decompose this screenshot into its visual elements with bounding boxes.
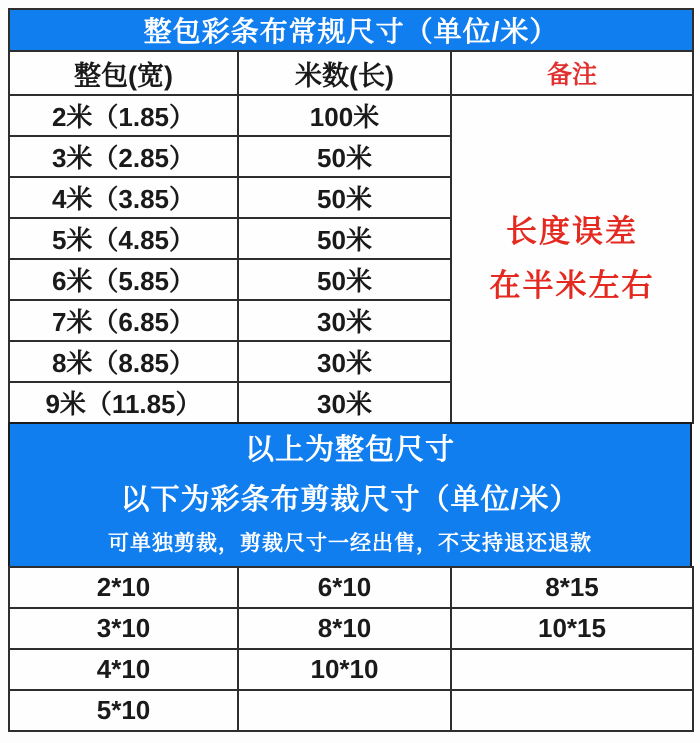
cut-size-cell-empty (451, 649, 693, 690)
length-cell: 30米 (238, 382, 451, 423)
length-cell: 100米 (238, 95, 451, 136)
banner-line-2: 以下为彩条布剪裁尺寸（单位/米） (120, 484, 580, 516)
table-row (9, 690, 693, 731)
remark-note-line-2: 在半米左右 (489, 268, 655, 303)
cut-size-cell-empty (451, 690, 693, 731)
table-row (9, 95, 693, 136)
length-cell: 50米 (238, 259, 451, 300)
banner-line-1: 以上为整包尺寸 (244, 434, 455, 466)
cut-size-cell: 6*10 (238, 567, 451, 608)
cut-size-cell: 2*10 (9, 567, 238, 608)
pack-width-cell: 7米（6.85） (9, 300, 238, 341)
cut-size-cell-empty (238, 690, 451, 731)
cut-size-cell: 8*10 (238, 608, 451, 649)
banner-line-3: 可单独剪裁，剪裁尺寸一经出售，不支持退还退款 (108, 532, 592, 555)
cut-size-table (8, 566, 694, 732)
pack-width-cell: 2米（1.85） (9, 95, 238, 136)
cut-size-banner (8, 422, 692, 568)
length-cell: 30米 (238, 341, 451, 382)
remark-note-cell (451, 95, 693, 423)
length-cell: 30米 (238, 300, 451, 341)
spec-sheet-content (8, 8, 692, 732)
cut-size-cell: 3*10 (9, 608, 238, 649)
table-header-row (9, 51, 693, 95)
remark-note-line-1: 长度误差 (506, 213, 638, 249)
pack-width-cell: 9米（11.85） (9, 382, 238, 423)
header-pack-width: 整包(宽) (9, 51, 238, 95)
cut-size-cell: 10*15 (451, 608, 693, 649)
pack-width-cell: 6米（5.85） (9, 259, 238, 300)
pack-width-cell: 5米（4.85） (9, 218, 238, 259)
table-title: 整包彩条布常规尺寸（单位/米） (9, 9, 693, 51)
length-cell: 50米 (238, 218, 451, 259)
cut-size-cell: 10*10 (238, 649, 451, 690)
cut-size-cell: 5*10 (9, 690, 238, 731)
pack-size-table (8, 8, 694, 424)
table-row (9, 608, 693, 649)
pack-width-cell: 8米（8.85） (9, 341, 238, 382)
header-length: 米数(长) (238, 51, 451, 95)
table-row (9, 567, 693, 608)
header-remark: 备注 (451, 51, 693, 95)
table-title-row (9, 9, 693, 51)
pack-width-cell: 4米（3.85） (9, 177, 238, 218)
length-cell: 50米 (238, 177, 451, 218)
pack-width-cell: 3米（2.85） (9, 136, 238, 177)
cut-size-cell: 8*15 (451, 567, 693, 608)
cut-size-cell: 4*10 (9, 649, 238, 690)
table-row (9, 649, 693, 690)
length-cell: 50米 (238, 136, 451, 177)
